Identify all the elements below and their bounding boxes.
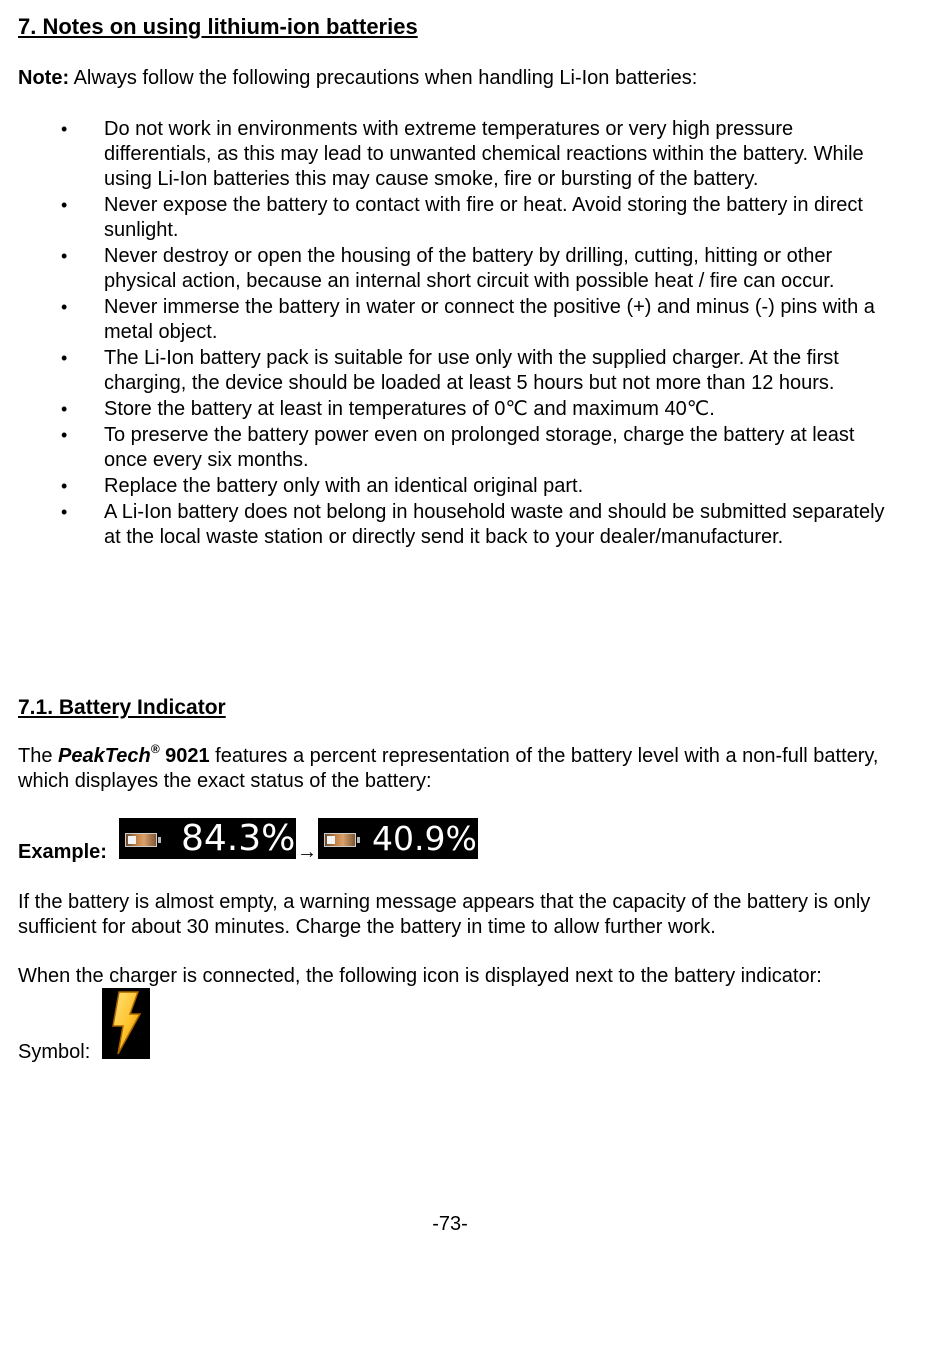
brand-name: PeakTech <box>58 745 151 767</box>
bullet-icon: • <box>61 476 68 496</box>
note-label: Note: <box>18 67 70 89</box>
bullet-icon: • <box>61 119 68 139</box>
bullet-icon: • <box>61 502 68 522</box>
list-item: • The Li-Ion battery pack is suitable for use only with the supplied charger. At the first charging, the device should be loaded at least 5 hours but not more than 12 hours. <box>61 347 839 394</box>
low-battery-paragraph: If the battery is almost empty, a warning message appears that the capacity of the battery is only sufficient for about 30 minutes. Charge the battery in time to allow further work. <box>18 891 871 938</box>
list-item: • A Li-Ion battery does not belong in household waste and should be submitted separately at the local waste station or directly send it back to your dealer/manufacturer. <box>61 501 885 548</box>
lightning-bolt-icon <box>102 988 150 1059</box>
charger-paragraph: When the charger is connected, the following icon is displayed next to the battery indicator: <box>18 965 822 987</box>
list-item: • Never immerse the battery in water or connect the positive (+) and minus (-) pins with a metal object. <box>61 296 875 343</box>
bullet-icon: • <box>61 425 68 445</box>
example-label: Example: <box>18 841 107 863</box>
battery-indicator-high <box>119 818 296 859</box>
note-paragraph <box>18 66 918 91</box>
bullet-icon: • <box>61 399 68 419</box>
list-item: • Never expose the battery to contact with fire or heat. Avoid storing the battery in direct sunlight. <box>61 194 863 241</box>
bullet-icon: • <box>61 246 68 266</box>
battery-percent: 40.9% <box>372 819 477 858</box>
subsection-title: 7.1. Battery Indicator <box>18 696 226 719</box>
model-number: 9021 <box>159 745 210 767</box>
symbol-label: Symbol: <box>18 1041 91 1063</box>
battery-percent: 84.3% <box>181 818 296 859</box>
section-title: 7. Notes on using lithium-ion batteries <box>18 14 418 39</box>
list-item: • Never destroy or open the housing of the battery by drilling, cutting, hitting or other physical action, because an internal short circuit with possible heat / fire can occur. <box>61 245 835 292</box>
lightning-bolt-svg <box>102 988 150 1059</box>
battery-intro-paragraph: The PeakTech® 9021 features a percent representation of the battery level with a non-full battery, which displayes the exact status of the battery: <box>18 742 879 792</box>
precautions-list <box>0 117 950 551</box>
bullet-icon: • <box>61 195 68 215</box>
bullet-icon: • <box>61 297 68 317</box>
page-number: -73- <box>432 1213 468 1235</box>
battery-indicator-low <box>318 818 478 859</box>
list-item: • Store the battery at least in temperatures of 0℃ and maximum 40℃. <box>61 398 715 420</box>
list-item: • Do not work in environments with extreme temperatures or very high pressure differentials, as this may lead to unwanted chemical reactions within the battery. While using Li-Ion batteries this may cause smoke, fire or bursting of the battery. <box>61 118 864 190</box>
arrow-right-icon: → <box>297 841 317 863</box>
battery-icon <box>324 833 356 847</box>
registered-mark: ® <box>150 742 160 756</box>
list-item: • Replace the battery only with an identical original part. <box>61 475 584 497</box>
battery-icon <box>125 833 157 847</box>
list-item: • To preserve the battery power even on prolonged storage, charge the battery at least once every six months. <box>61 424 855 471</box>
note-text: Always follow the following precautions when handling Li-Ion batteries: <box>69 67 698 89</box>
bullet-icon: • <box>61 348 68 368</box>
